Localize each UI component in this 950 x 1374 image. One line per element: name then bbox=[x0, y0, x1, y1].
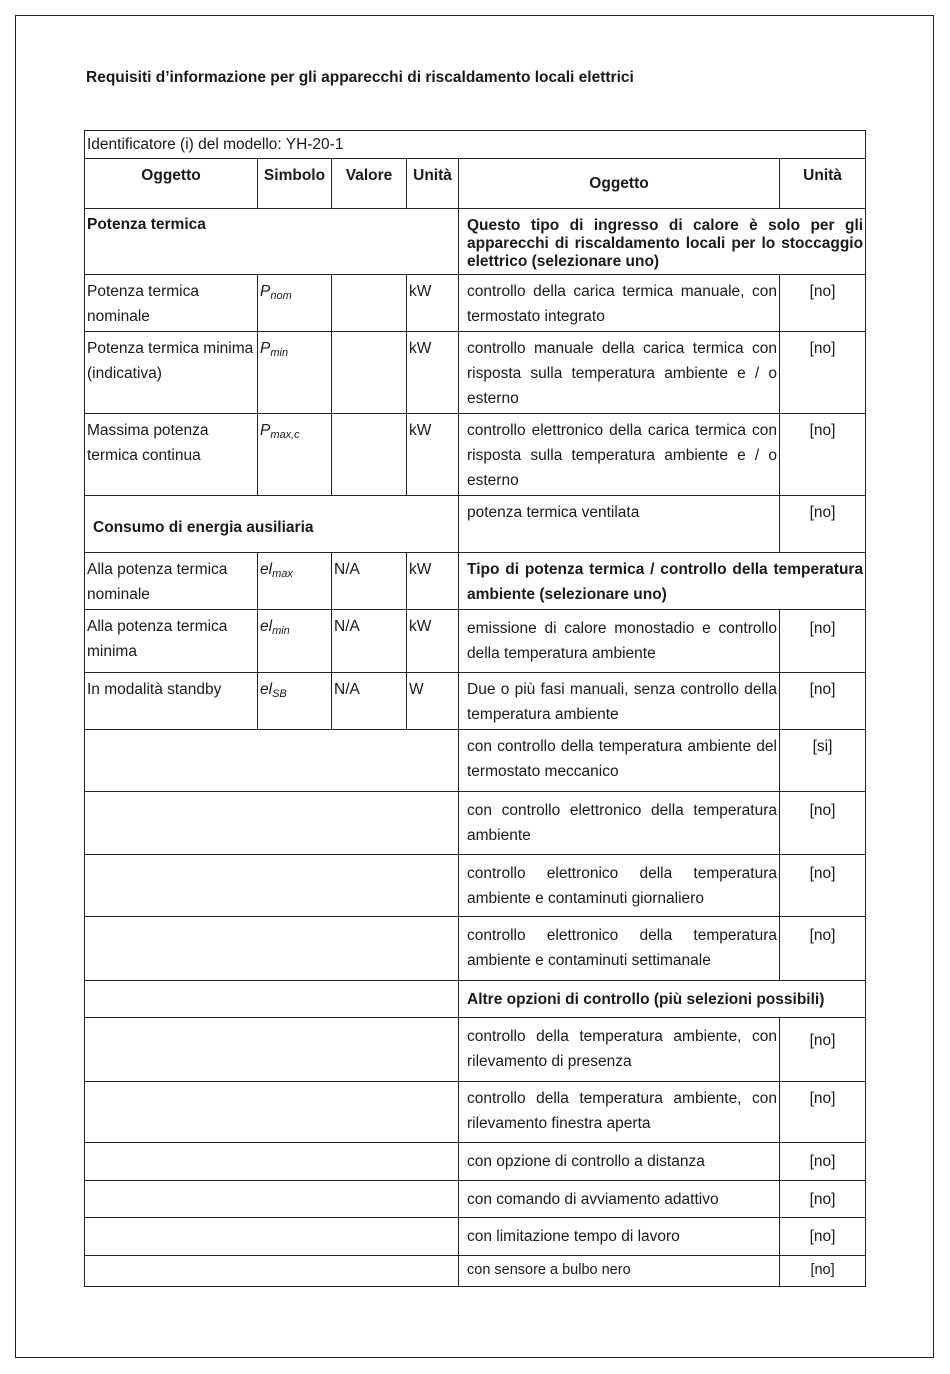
other-row-value: [no] bbox=[780, 1082, 866, 1143]
aux-row-item: Alla potenza termica minima bbox=[85, 610, 258, 673]
other-row-text: con sensore a bulbo nero bbox=[459, 1256, 780, 1287]
heat-row-unit: kW bbox=[407, 414, 459, 496]
section-heat-output: Potenza termica bbox=[85, 209, 459, 275]
control-row-text: Due o più fasi manuali, senza controllo della temperatura ambiente bbox=[459, 673, 780, 730]
storage-row-text: controllo elettronico della carica termica con risposta sulla temperatura ambiente e / o esterno bbox=[459, 414, 780, 496]
heat-row-symbol: $P_{nom}$ bbox=[258, 275, 332, 332]
heat-row-symbol: $P_{max,c}$ bbox=[258, 414, 332, 496]
section-room-temp-control: Tipo di potenza termica / controllo della temperatura ambiente (selezionare uno) bbox=[459, 553, 866, 610]
blank-left-cell bbox=[85, 1256, 459, 1287]
aux-row-item: Alla potenza termica nominale bbox=[85, 553, 258, 610]
heat-row-item: Potenza termica minima (indicativa) bbox=[85, 332, 258, 414]
blank-left-cell bbox=[85, 792, 459, 855]
document-title: Requisiti d’informazione per gli apparecchi di riscaldamento locali elettrici bbox=[86, 69, 634, 86]
other-row-value: [no] bbox=[780, 1181, 866, 1218]
other-row-value: [no] bbox=[780, 1018, 866, 1082]
storage-row-value: [no] bbox=[780, 332, 866, 414]
heat-row-item: Potenza termica nominale bbox=[85, 275, 258, 332]
aux-row-value: N/A bbox=[332, 553, 407, 610]
storage-row-value: [no] bbox=[780, 414, 866, 496]
heat-row-symbol: $P_{min}$ bbox=[258, 332, 332, 414]
blank-left-cell bbox=[85, 1082, 459, 1143]
other-row-text: con comando di avviamento adattivo bbox=[459, 1181, 780, 1218]
aux-row-unit: kW bbox=[407, 610, 459, 673]
control-row-value: [no] bbox=[780, 792, 866, 855]
heat-row-value bbox=[332, 275, 407, 332]
blank-left-cell bbox=[85, 855, 459, 917]
header-valore: Valore bbox=[332, 159, 407, 209]
header-oggetto-right: Oggetto bbox=[459, 159, 780, 209]
aux-row-symbol: $el_{min}$ bbox=[258, 610, 332, 673]
storage-row-value: [no] bbox=[780, 275, 866, 332]
heat-row-item: Massima potenza termica continua bbox=[85, 414, 258, 496]
blank-left-cell bbox=[85, 730, 459, 792]
other-row-value: [no] bbox=[780, 1218, 866, 1256]
section-other-options: Altre opzioni di controllo (più selezioni possibili) bbox=[459, 981, 866, 1018]
other-row-text: controllo della temperatura ambiente, con rilevamento finestra aperta bbox=[459, 1082, 780, 1143]
blank-left-cell bbox=[85, 981, 459, 1018]
aux-row-item: In modalità standby bbox=[85, 673, 258, 730]
other-row-value: [no] bbox=[780, 1256, 866, 1287]
control-row-text: emissione di calore monostadio e controllo della temperatura ambiente bbox=[459, 610, 780, 673]
blank-left-cell bbox=[85, 1018, 459, 1082]
aux-row-unit: kW bbox=[407, 553, 459, 610]
header-oggetto-left: Oggetto bbox=[85, 159, 258, 209]
heat-row-value bbox=[332, 414, 407, 496]
aux-row-value: N/A bbox=[332, 610, 407, 673]
storage-row-text: controllo della carica termica manuale, con termostato integrato bbox=[459, 275, 780, 332]
other-row-text: con limitazione tempo di lavoro bbox=[459, 1218, 780, 1256]
aux-row-symbol: $el_{max}$ bbox=[258, 553, 332, 610]
other-row-text: con opzione di controllo a distanza bbox=[459, 1143, 780, 1181]
blank-left-cell bbox=[85, 1143, 459, 1181]
control-row-value: [si] bbox=[780, 730, 866, 792]
other-row-text: controllo della temperatura ambiente, con rilevamento di presenza bbox=[459, 1018, 780, 1082]
control-row-text: con controllo elettronico della temperatura ambiente bbox=[459, 792, 780, 855]
blank-left-cell bbox=[85, 917, 459, 981]
control-row-text: controllo elettronico della temperatura ambiente e contaminuti settimanale bbox=[459, 917, 780, 981]
header-unita-left: Unità bbox=[407, 159, 459, 209]
section-aux-consumption: Consumo di energia ausiliaria bbox=[85, 496, 459, 553]
storage-row-text: controllo manuale della carica termica con risposta sulla temperatura ambiente e / o esterno bbox=[459, 332, 780, 414]
section-storage-control: Questo tipo di ingresso di calore è solo per gli apparecchi di riscaldamento locali per lo stoccaggio elettrico (selezionare uno) bbox=[459, 209, 866, 275]
aux-row-unit: W bbox=[407, 673, 459, 730]
control-row-value: [no] bbox=[780, 855, 866, 917]
storage-row-value: [no] bbox=[780, 496, 866, 553]
heat-row-value bbox=[332, 332, 407, 414]
blank-left-cell bbox=[85, 1181, 459, 1218]
control-row-text: con controllo della temperatura ambiente del termostato meccanico bbox=[459, 730, 780, 792]
header-unita-right: Unità bbox=[780, 159, 866, 209]
control-row-value: [no] bbox=[780, 610, 866, 673]
control-row-text: controllo elettronico della temperatura ambiente e contaminuti giornaliero bbox=[459, 855, 780, 917]
aux-row-symbol: $el_{SB}$ bbox=[258, 673, 332, 730]
info-requirements-table bbox=[84, 130, 866, 1287]
control-row-value: [no] bbox=[780, 917, 866, 981]
heat-row-unit: kW bbox=[407, 332, 459, 414]
header-simbolo: Simbolo bbox=[258, 159, 332, 209]
blank-left-cell bbox=[85, 1218, 459, 1256]
aux-row-value: N/A bbox=[332, 673, 407, 730]
model-identifier: Identificatore (i) del modello: YH-20-1 bbox=[85, 131, 866, 159]
other-row-value: [no] bbox=[780, 1143, 866, 1181]
control-row-value: [no] bbox=[780, 673, 866, 730]
heat-row-unit: kW bbox=[407, 275, 459, 332]
storage-row-text: potenza termica ventilata bbox=[459, 496, 780, 553]
